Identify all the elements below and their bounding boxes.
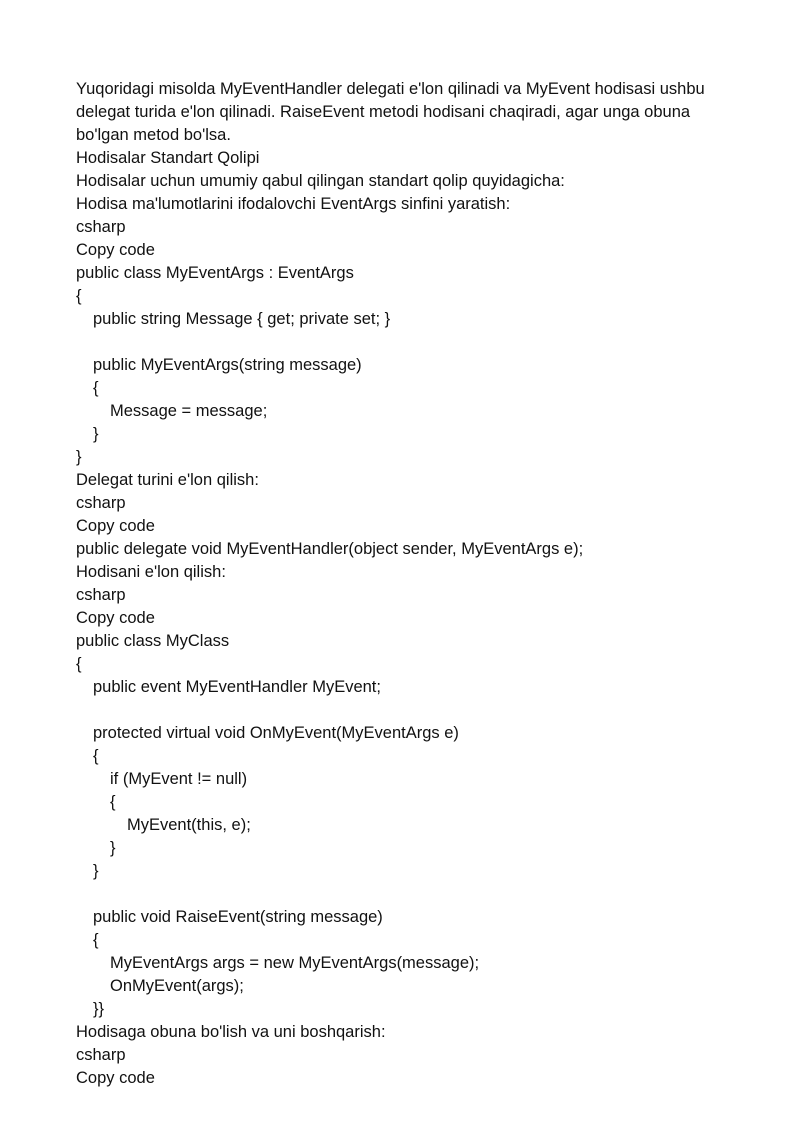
code-line: public string Message { get; private set; } bbox=[93, 310, 391, 328]
code-language-label: csharp bbox=[76, 586, 126, 604]
code-line: Message = message; bbox=[110, 402, 268, 420]
code-line: } bbox=[76, 448, 82, 466]
code-line: { bbox=[76, 655, 82, 673]
code-line: if (MyEvent != null) bbox=[110, 770, 248, 788]
intro-paragraph: Yuqoridagi misolda MyEventHandler delegati e'lon qilinadi va MyEvent hodisasi ushbu delegat turida e'lon qilinadi. RaiseEvent metodi hodisani chaqiradi, agar unga obuna bo'lgan metod bo'lsa. bbox=[76, 80, 705, 144]
code-line: } bbox=[110, 839, 116, 857]
copy-code-label[interactable]: Copy code bbox=[76, 609, 155, 627]
code-line: { bbox=[93, 379, 99, 397]
code-line: protected virtual void OnMyEvent(MyEventArgs e) bbox=[93, 724, 459, 742]
code-blank-line bbox=[76, 699, 736, 722]
intro-text: Hodisa ma'lumotlarini ifodalovchi EventArgs sinfini yaratish: bbox=[76, 195, 511, 213]
code-language-label: csharp bbox=[76, 494, 126, 512]
code-blank-line bbox=[76, 331, 736, 354]
code-line: public event MyEventHandler MyEvent; bbox=[93, 678, 381, 696]
copy-code-label[interactable]: Copy code bbox=[76, 1069, 155, 1087]
code-language-label: csharp bbox=[76, 1046, 126, 1064]
section-text: Hodisaga obuna bo'lish va uni boshqarish: bbox=[76, 1023, 386, 1041]
code-line: public void RaiseEvent(string message) bbox=[93, 908, 383, 926]
code-line: OnMyEvent(args); bbox=[110, 977, 244, 995]
section-text: Delegat turini e'lon qilish: bbox=[76, 471, 259, 489]
code-line: MyEvent(this, e); bbox=[127, 816, 251, 834]
section-heading: Hodisalar Standart Qolipi bbox=[76, 149, 260, 167]
code-language-label: csharp bbox=[76, 218, 126, 236]
code-line: { bbox=[76, 287, 82, 305]
code-line: } bbox=[93, 425, 99, 443]
code-line: public class MyEventArgs : EventArgs bbox=[76, 264, 354, 282]
code-line: { bbox=[110, 793, 116, 811]
section-text: Hodisani e'lon qilish: bbox=[76, 563, 226, 581]
code-line: } bbox=[93, 862, 99, 880]
code-line: public class MyClass bbox=[76, 632, 230, 650]
code-line: { bbox=[93, 931, 99, 949]
document-body bbox=[76, 78, 736, 1090]
code-line: { bbox=[93, 747, 99, 765]
code-line: public delegate void MyEventHandler(object sender, MyEventArgs e); bbox=[76, 540, 584, 558]
copy-code-label[interactable]: Copy code bbox=[76, 241, 155, 259]
code-line: public MyEventArgs(string message) bbox=[93, 356, 362, 374]
copy-code-label[interactable]: Copy code bbox=[76, 517, 155, 535]
code-line: MyEventArgs args = new MyEventArgs(message); bbox=[110, 954, 480, 972]
code-blank-line bbox=[76, 883, 736, 906]
code-line: }} bbox=[93, 1000, 105, 1018]
intro-text: Hodisalar uchun umumiy qabul qilingan standart qolip quyidagicha: bbox=[76, 172, 565, 190]
